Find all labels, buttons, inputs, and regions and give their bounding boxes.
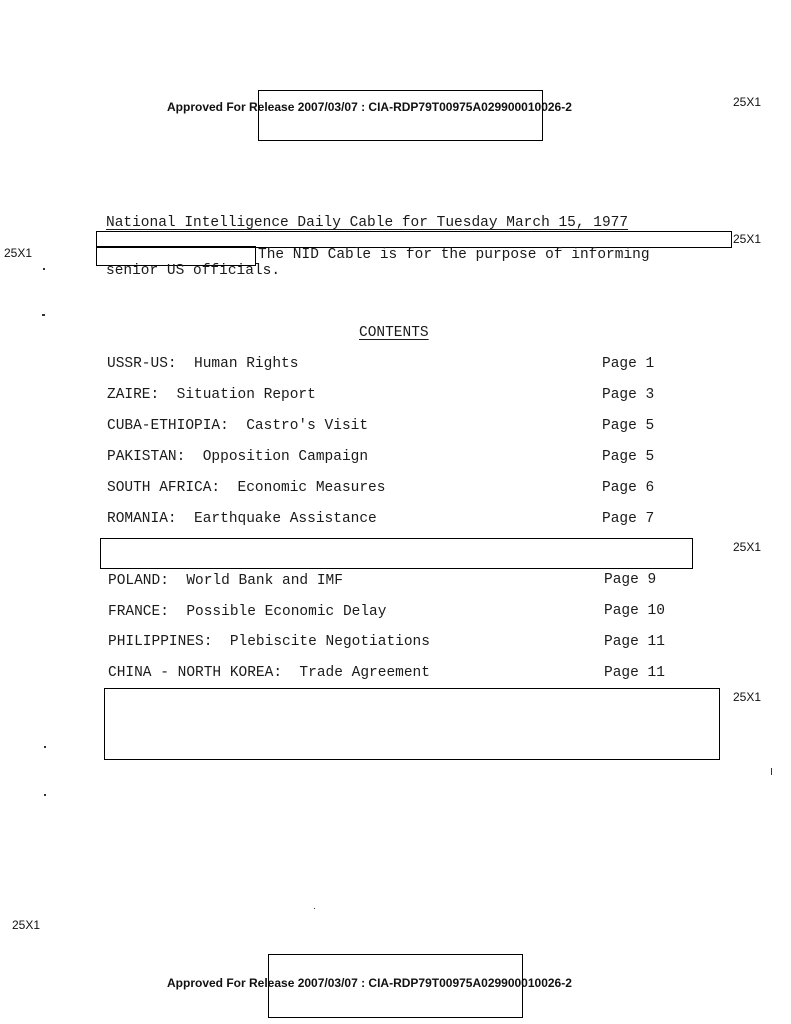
contents-page: Page 9 — [604, 572, 657, 588]
contents-page: Page 5 — [602, 418, 655, 434]
contents-topic: ROMANIA: Earthquake Assistance — [107, 511, 377, 527]
contents-heading: CONTENTS — [359, 325, 429, 341]
redaction-box-bottom-stamp — [268, 954, 523, 1018]
exemption-tag: 25X1 — [733, 690, 762, 704]
contents-page: Page 11 — [604, 665, 665, 681]
contents-topic: USSR-US: Human Rights — [107, 356, 299, 372]
contents-topic: FRANCE: Possible Economic Delay — [108, 604, 387, 620]
redaction-box-contents-footer — [104, 688, 720, 760]
contents-page: Page 1 — [602, 356, 655, 372]
contents-topic: CUBA-ETHIOPIA: Castro's Visit — [107, 418, 369, 434]
approval-stamp-bottom: Approved For Release 2007/03/07 : CIA-RDP79T00975A029900010026-2 — [167, 976, 572, 990]
redaction-box-contents-entry — [100, 538, 693, 569]
document-title: National Intelligence Daily Cable for Tuesday March 15, 1977 — [106, 215, 629, 231]
exemption-tag: 25X1 — [733, 232, 762, 246]
contents-page: Page 10 — [604, 603, 665, 619]
scan-speck — [42, 314, 45, 316]
contents-topic: ZAIRE: Situation Report — [107, 387, 316, 403]
scan-speck — [771, 768, 772, 775]
contents-page: Page 11 — [604, 634, 665, 650]
exemption-tag: 25X1 — [733, 540, 762, 554]
contents-page: Page 5 — [602, 449, 655, 465]
approval-stamp-top: Approved For Release 2007/03/07 : CIA-RDP79T00975A029900010026-2 — [167, 100, 572, 114]
contents-topic: POLAND: World Bank and IMF — [108, 573, 343, 589]
scan-speck — [43, 268, 45, 270]
exemption-tag: 25X1 — [12, 918, 41, 932]
contents-page: Page 3 — [602, 387, 655, 403]
contents-topic: CHINA - NORTH KOREA: Trade Agreement — [108, 665, 430, 681]
scan-speck — [44, 746, 46, 748]
purpose-line-2: senior US officials. — [106, 263, 281, 279]
redaction-box-top-stamp — [258, 90, 543, 141]
purpose-line-1: The NID Cable is for the purpose of informing — [258, 247, 650, 263]
contents-topic: SOUTH AFRICA: Economic Measures — [107, 480, 386, 496]
scan-speck — [314, 908, 315, 909]
exemption-tag: 25X1 — [4, 246, 33, 260]
contents-page: Page 7 — [602, 511, 655, 527]
contents-topic: PHILIPPINES: Plebiscite Negotiations — [108, 634, 430, 650]
scan-speck — [44, 794, 46, 796]
contents-topic: PAKISTAN: Opposition Campaign — [107, 449, 369, 465]
contents-page: Page 6 — [602, 480, 655, 496]
exemption-tag: 25X1 — [733, 95, 762, 109]
